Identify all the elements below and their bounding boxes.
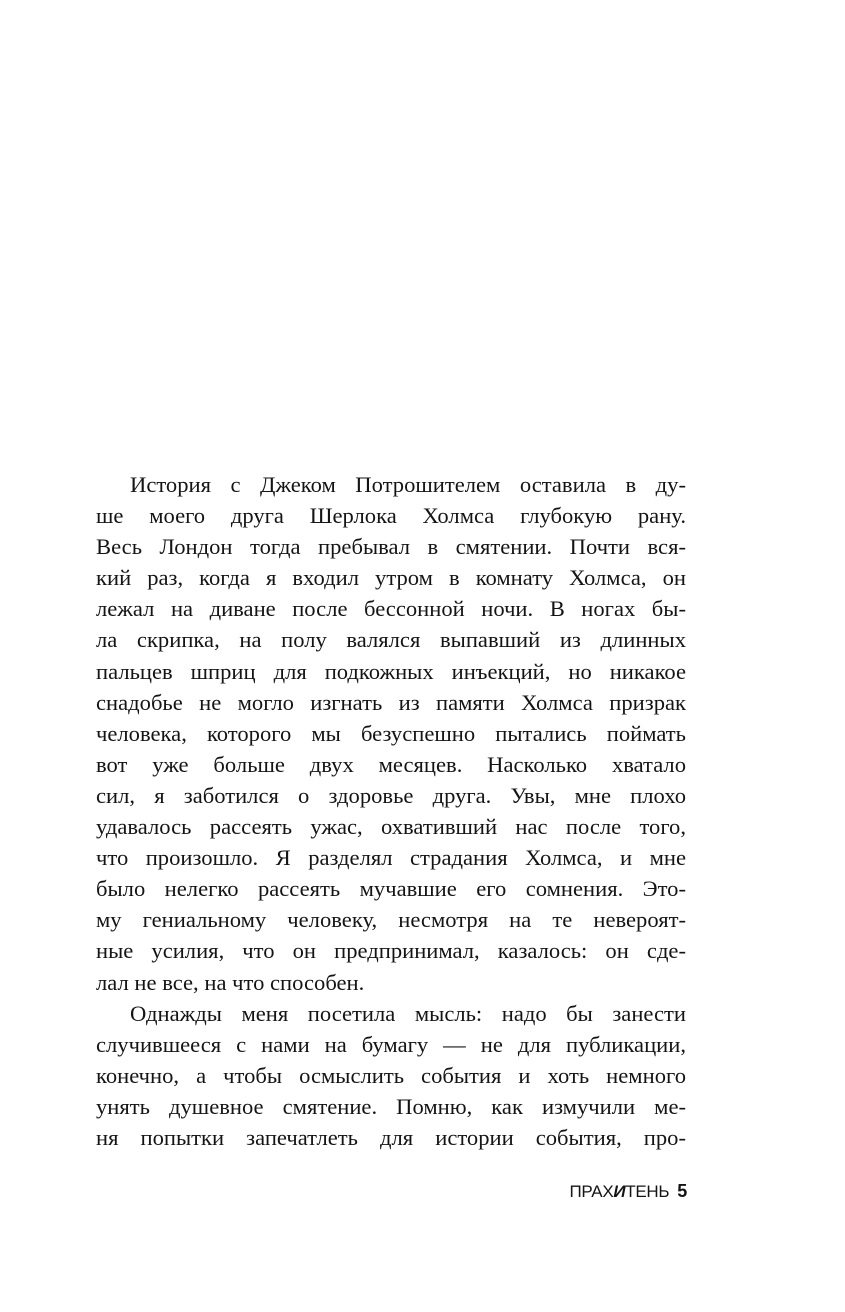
- text-line: Однажды меня посетила мысль: надо бы занести: [130, 1000, 686, 1026]
- page-number: 5: [677, 1181, 687, 1201]
- book-title-part3: ТЕНЬ: [625, 1182, 670, 1201]
- text-line: лал не все, на что способен.: [96, 969, 365, 995]
- body-text: [96, 469, 686, 1153]
- text-line: му гениальному человеку, несмотря на те невероят-: [96, 907, 686, 933]
- text-line: пальцев шприц для подкожных инъекций, но никакое: [96, 658, 686, 684]
- text-line: ные усилия, что он предпринимал, казалось: он сде-: [96, 938, 686, 964]
- text-line: История с Джеком Потрошителем оставила в ду-: [130, 472, 686, 497]
- text-line: лежал на диване после бессонной ночи. В ногах бы-: [96, 596, 686, 622]
- running-footer: [569, 1181, 687, 1202]
- text-line: что произошло. Я разделял страдания Холмса, и мне: [96, 845, 686, 871]
- text-line: Весь Лондон тогда пребывал в смятении. Почти вся-: [96, 534, 686, 560]
- text-line: вот уже больше двух месяцев. Насколько хватало: [96, 751, 686, 777]
- text-line: ня попытки запечатлеть для истории события, про-: [96, 1124, 686, 1150]
- text-line: снадобье не могло изгнать из памяти Холмса призрак: [96, 689, 686, 715]
- text-line: унять душевное смятение. Помню, как измучили ме-: [96, 1093, 686, 1119]
- text-line: сил, я заботился о здоровье друга. Увы, мне плохо: [96, 782, 686, 808]
- text-line: ше моего друга Шерлока Холмса глубокую рану.: [96, 503, 686, 529]
- text-line: было нелегко рассеять мучавшие его сомнения. Это-: [96, 876, 686, 902]
- text-line: конечно, а чтобы осмыслить события и хоть немного: [96, 1062, 686, 1088]
- book-title-part2: И: [613, 1182, 626, 1201]
- text-line: человека, которого мы безуспешно пытались поймать: [96, 720, 686, 746]
- text-line: удавалось рассеять ужас, охвативший нас после того,: [96, 814, 686, 840]
- text-line: ла скрипка, на полу валялся выпавший из длинных: [96, 627, 686, 653]
- text-line: случившееся с нами на бумагу — не для публикации,: [96, 1031, 686, 1057]
- book-title-part1: ПРАХ: [569, 1182, 614, 1201]
- text-line: кий раз, когда я входил утром в комнату Холмса, он: [96, 565, 686, 591]
